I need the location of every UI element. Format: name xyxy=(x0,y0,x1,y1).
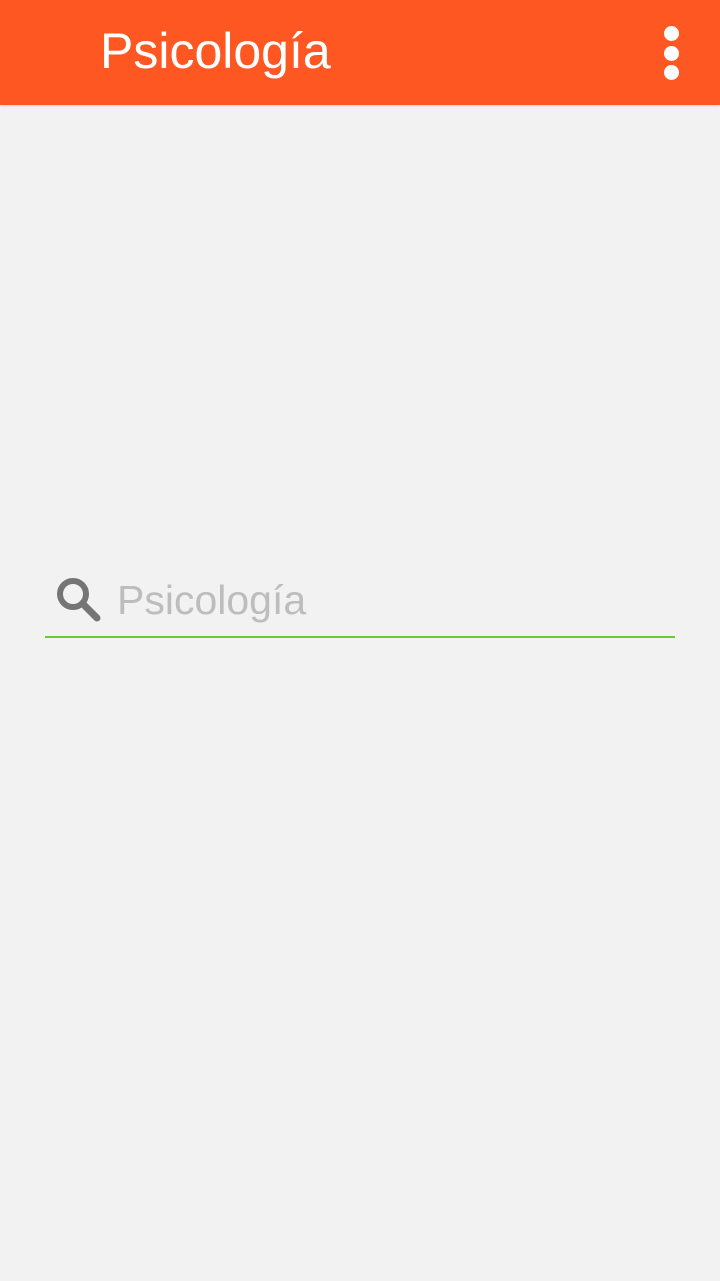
app-title: Psicología xyxy=(100,23,331,79)
search-input[interactable] xyxy=(117,568,667,632)
search-icon xyxy=(53,574,105,626)
menu-dot xyxy=(664,46,679,61)
menu-dot xyxy=(664,26,679,41)
search-bar[interactable] xyxy=(45,560,675,638)
app-bar xyxy=(0,0,720,105)
menu-dot xyxy=(664,65,679,80)
more-vert-icon[interactable] xyxy=(648,20,694,86)
